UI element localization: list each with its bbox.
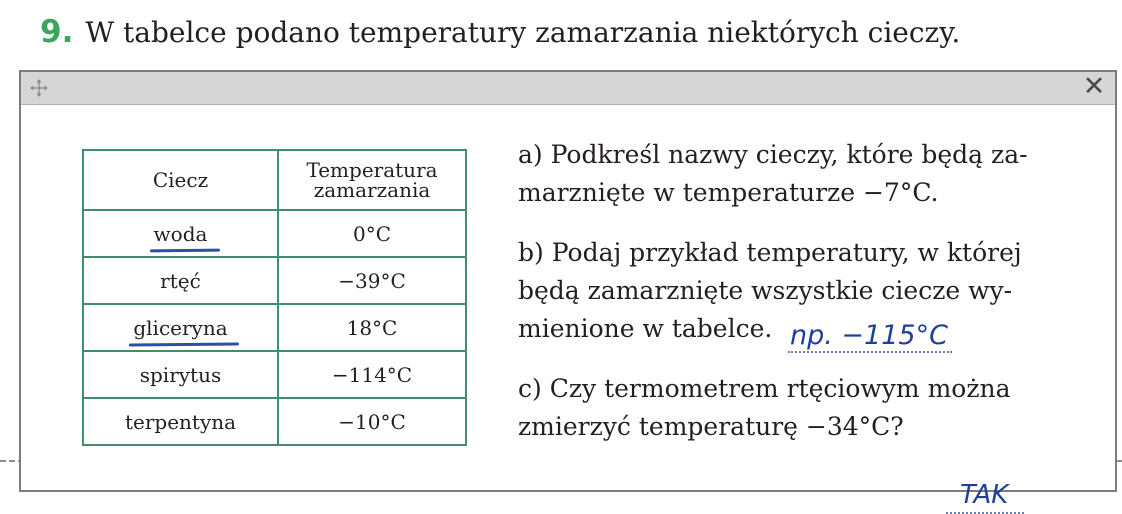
liquid-cell xyxy=(83,398,278,445)
question-b-line1: b) Podaj przykład temperatury, w której xyxy=(518,238,1022,267)
task-number: 9. xyxy=(40,14,74,50)
question-b-line2: będą zamarznięte wszystkie ciecze wy- xyxy=(518,276,1013,305)
panel-title-bar[interactable] xyxy=(21,72,1115,105)
freezing-temperatures-table xyxy=(82,149,467,446)
close-icon[interactable]: ✕ xyxy=(1082,71,1106,102)
liquid-cell xyxy=(83,210,278,257)
temperature-cell: 18°C xyxy=(278,304,466,351)
table-row xyxy=(83,398,466,445)
liquid-name: spirytus xyxy=(139,362,222,387)
temperature-cell: −10°C xyxy=(278,398,466,445)
question-a xyxy=(518,136,1088,212)
header-liquid: Ciecz xyxy=(83,150,278,210)
table-row xyxy=(83,210,466,257)
header-temperature-line2: zamarzania xyxy=(313,178,431,202)
temperature-cell: −114°C xyxy=(278,351,466,398)
temperature-cell: −39°C xyxy=(278,257,466,304)
liquid-cell xyxy=(83,257,278,304)
answer-c-handwritten[interactable]: TAK xyxy=(946,478,1024,514)
question-c-line1: c) Czy termometrem rtęciowym można xyxy=(518,374,1011,403)
table-row xyxy=(83,351,466,398)
question-c-line2: zmierzyć temperaturę −34°C? xyxy=(518,412,904,441)
header-temperature-line1: Temperatura xyxy=(306,158,438,182)
header-temperature xyxy=(278,150,466,210)
liquid-name-underlined: woda xyxy=(153,221,208,246)
task-title: W tabelce podano temperatury zamarzania niektórych cieczy. xyxy=(85,16,961,49)
question-b-line3: mienione w tabelce. xyxy=(518,314,773,343)
table-row xyxy=(83,257,466,304)
table-header-row xyxy=(83,150,466,210)
liquid-name: rtęć xyxy=(160,268,201,293)
answer-b-handwritten[interactable]: np. −115°C xyxy=(788,321,952,353)
table-row xyxy=(83,304,466,351)
task-header xyxy=(40,14,960,66)
temperature-cell: 0°C xyxy=(278,210,466,257)
move-arrows-icon[interactable] xyxy=(29,78,49,98)
question-a-line1: a) Podkreśl nazwy cieczy, które będą za- xyxy=(518,140,1028,169)
question-c xyxy=(518,370,1088,446)
liquid-name: terpentyna xyxy=(124,409,237,434)
liquid-cell xyxy=(83,304,278,351)
liquid-cell xyxy=(83,351,278,398)
liquid-name-underlined: gliceryna xyxy=(133,315,228,340)
question-a-line2: marznięte w temperaturze −7°C. xyxy=(518,178,939,207)
exercise-panel xyxy=(19,70,1117,510)
